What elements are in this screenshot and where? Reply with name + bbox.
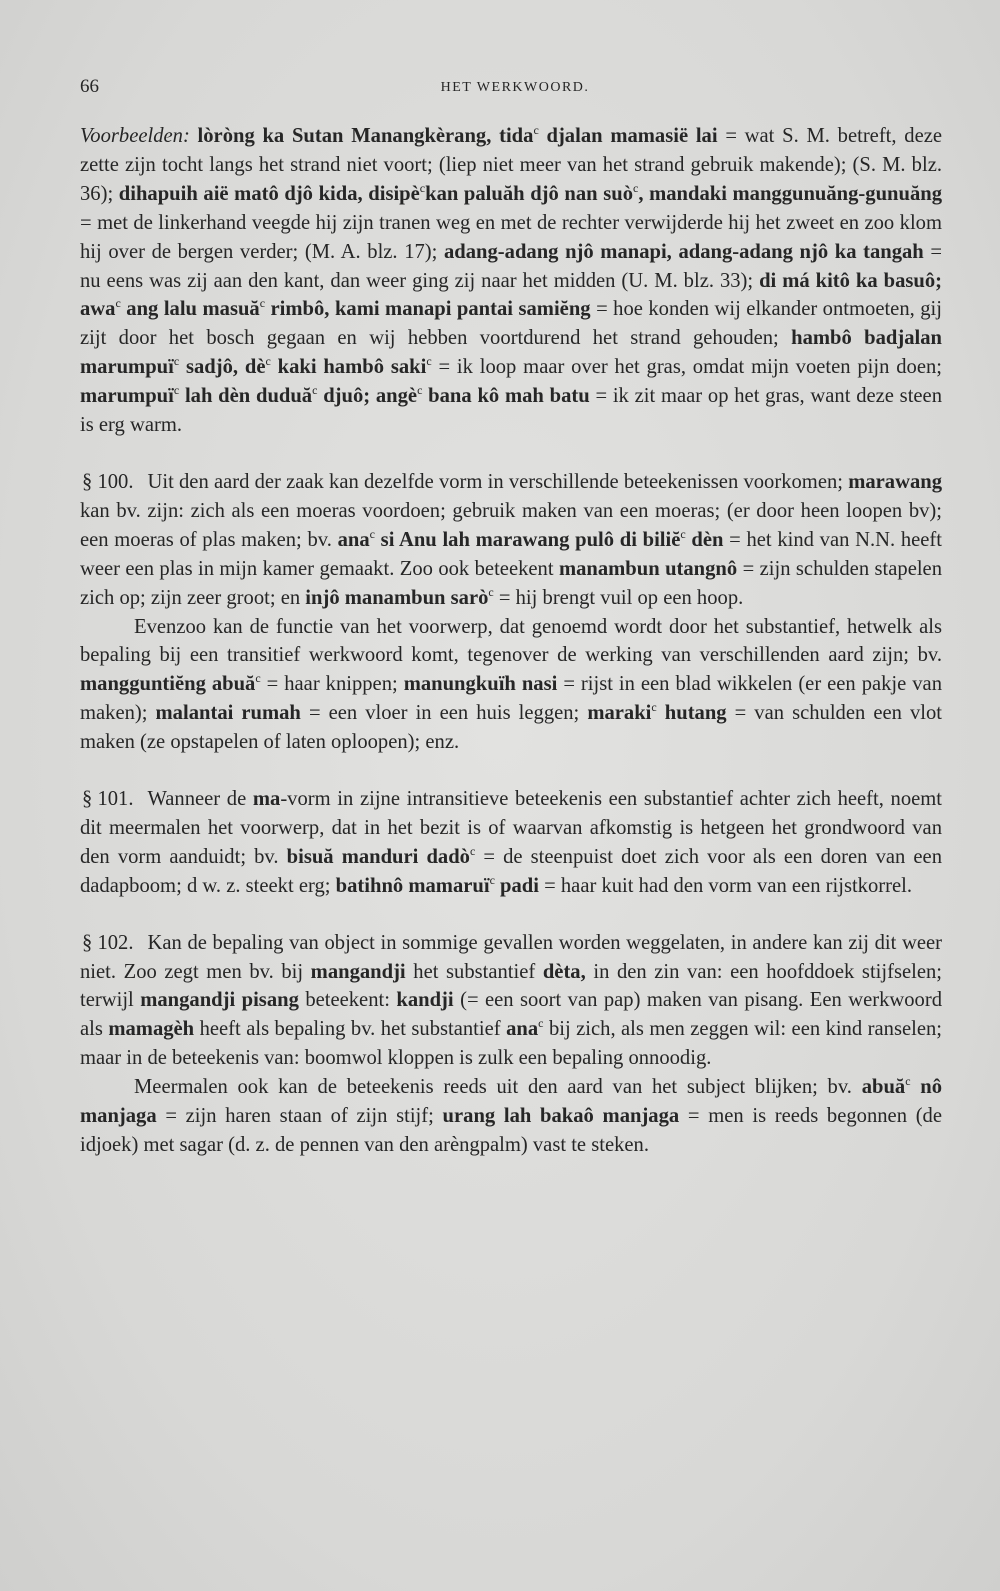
body-text: (= een soort van pap) maken van pisang. Een werkwoord als [80, 989, 942, 1041]
page-number: 66 [80, 76, 99, 97]
superscript-mark: c [312, 383, 318, 398]
body-text: beteekent: [298, 989, 397, 1012]
body-text: = men is reeds begonnen (de idjoek) met sagar (d. z. de pennen van den arèngpalm) vast te steken. [80, 1105, 942, 1156]
body-text: = haar kuit had den vorm van een rijstkorrel. [538, 874, 912, 897]
malay-term: malantai rumah [155, 702, 301, 725]
paragraph [80, 613, 942, 758]
malay-term: mamagèh [108, 1018, 195, 1041]
malay-term: abuă [861, 1076, 906, 1099]
body-text: = nu eens was zij aan den kant, dan weer ging zij naar het midden (U. M. blz. 33); [80, 240, 942, 292]
body-text: het substantief [405, 960, 543, 983]
malay-term: , mandaki manggunuăng-gunuăng [638, 182, 942, 205]
running-title: HET WERKWOORD. [440, 80, 590, 95]
malay-term: marumpuï [80, 385, 174, 408]
malay-term: ma [252, 788, 281, 811]
malay-term: ang lalu masuă [120, 298, 260, 321]
body-text: Uit den aard der zaak kan dezelfde vorm in verschillende beteekenissen voorkomen; [147, 470, 849, 493]
malay-term: lah dèn duduă [179, 385, 313, 408]
body-text: Wanneer de [147, 788, 253, 811]
paragraph [80, 122, 942, 440]
italic-label: Voorbeelden: [80, 125, 198, 147]
malay-term: mangguntiĕng abuă [80, 673, 256, 696]
page-header [80, 76, 942, 106]
superscript-mark: c [417, 383, 423, 398]
body-text: = ik zit maar op het gras, want deze steen is erg warm. [80, 385, 942, 437]
malay-term: di má kitô ka basuô; awa [80, 269, 942, 321]
body-text: = het kind van N.N. heeft weer een plas in mijn kamer gemaakt. Zoo ook beteekent [80, 528, 942, 580]
malay-term: djalan mamasië lai [538, 125, 718, 147]
body-text: = zijn schulden stapelen zich op; zijn zeer groot; en [80, 557, 942, 609]
malay-term: ana [337, 528, 370, 551]
body-text: = een vloer in een huis leggen; [300, 702, 588, 725]
malay-term: hutang [656, 702, 727, 725]
superscript-mark: c [533, 123, 539, 137]
superscript-mark: c [426, 354, 432, 369]
malay-term: rimbô, kami manapi pantai samiĕng [265, 298, 591, 321]
body-text: Kan de bepaling van object in sommige gevallen worden weggelaten, in andere kan zij dit weer niet. Zoo zegt men bv. bij [80, 931, 942, 983]
malay-term: maraki [587, 702, 652, 725]
superscript-mark: c [173, 354, 180, 369]
malay-term: ana [506, 1018, 539, 1041]
superscript-mark: c [680, 526, 686, 541]
malay-term: dihapuih aië matô djô kida, disipè [118, 182, 420, 205]
malay-term: kandji [396, 989, 454, 1012]
section-number: § 100. [82, 470, 134, 493]
malay-term: kaki hambô saki [270, 356, 427, 379]
paragraph [80, 1073, 942, 1160]
superscript-mark: c [173, 383, 180, 398]
page-body [80, 122, 942, 1160]
superscript-mark: c [369, 526, 375, 541]
malay-term: dèn [685, 528, 724, 551]
body-text: = haar knippen; [260, 673, 404, 696]
malay-term: kan paluăh djô nan suò [425, 182, 633, 205]
paragraph [80, 929, 942, 1074]
malay-term: si Anu lah marawang pulô di biliĕ [374, 528, 681, 551]
superscript-mark: c [651, 700, 657, 715]
paragraph [80, 785, 942, 901]
malay-term: lòròng ka Sutan Manangkèrang, tida [197, 125, 534, 147]
superscript-mark: c [905, 1074, 911, 1089]
malay-term: nô manjaga [80, 1076, 942, 1128]
malay-term: bana kô mah batu [422, 385, 590, 408]
body-text: = van schulden een vlot maken (ze opstapelen of laten oploopen); enz. [80, 702, 943, 754]
body-text: = hoe konden wij elkander ontmoeten, gij zijt door het bosch gegaan en wij hebben voortdurend het strand gehouden; [80, 298, 942, 350]
malay-term: manungkuïh nasi [403, 673, 558, 696]
malay-term: djuô; angè [317, 385, 418, 408]
malay-term: marawang [848, 470, 942, 493]
body-text: bij zich, als men zeggen wil: een kind ranselen; maar in de beteekenis van: boomwol kloppen is zulk een bepaling onnoodig. [80, 1018, 942, 1070]
body-text: = hij brengt vuil op een hoop. [493, 586, 744, 609]
malay-term: injô manambun sarò [305, 586, 489, 609]
superscript-mark: c [115, 296, 121, 311]
superscript-mark: c [469, 843, 476, 858]
body-text: = wat S. M. betreft, deze zette zijn tocht langs het strand niet voort; (liep niet meer van het strand gebruik makende); (S. M. blz. 36); [80, 125, 942, 205]
paragraph [80, 468, 942, 613]
malay-term: sadjô, dè [179, 356, 266, 379]
malay-term: mangandji pisang [140, 989, 299, 1012]
malay-term: hambô badjalan marumpuï [80, 327, 942, 379]
malay-term: manambun utangnô [558, 557, 738, 580]
superscript-mark: c [538, 1016, 544, 1031]
body-text: = de steenpuist doet zich voor als een doren van een dadapboom; d w. z. steekt erg; [80, 845, 942, 897]
section-number: § 101. [82, 788, 134, 811]
malay-term: urang lah bakaô manjaga [442, 1105, 680, 1128]
superscript-mark: c [255, 671, 261, 686]
body-text: in den zin van: een hoofddoek stijfselen; terwijl [80, 960, 943, 1012]
superscript-mark: c [489, 872, 495, 887]
body-text: kan bv. zijn: zich als een moeras voordoen; gebruik maken van een moeras; (er door heen loopen bv); een moeras of plas maken; bv. [80, 499, 942, 551]
malay-term: dèta, [542, 960, 586, 983]
superscript-mark: c [259, 296, 266, 311]
body-text: = zijn haren staan of zijn stijf; [156, 1105, 443, 1128]
section-number: § 102. [82, 931, 134, 954]
body-text: heeft als bepaling bv. het substantief [194, 1018, 507, 1041]
malay-term: batihnô mamaruï [335, 874, 490, 897]
malay-term: adang-adang njô manapi, adang-adang njô ka tangah [444, 240, 924, 263]
body-text: Evenzoo kan de functie van het voorwerp, dat genoemd wordt door het substantief, hetwelk als bepaling bij een transitief werkwoord komt, tegenover de werking van verschillenden aard zijn; bv. [80, 615, 942, 667]
body-text: Meermalen ook kan de beteekenis reeds uit den aard van het subject blijken; bv. [134, 1076, 862, 1099]
superscript-mark: c [419, 180, 426, 195]
body-text: = rijst in een blad wikkelen (er een pakje van maken); [80, 673, 942, 725]
body-text: -vorm in zijne intransitieve beteekenis een substantief achter zich heeft, noemt dit meermalen het voorwerp, dat in het bezit is of waarvan afkomstig is hetgeen het grondwoord van den vorm aanduidt; bv. [80, 788, 942, 868]
body-text: = ik loop maar over het gras, omdat mijn voeten pijn doen; [431, 356, 942, 379]
malay-term: mangandji [310, 960, 406, 983]
superscript-mark: c [633, 180, 639, 195]
superscript-mark: c [488, 584, 494, 599]
superscript-mark: c [265, 354, 271, 369]
malay-term: padi [494, 874, 539, 897]
body-text: = met de linkerhand veegde hij zijn tranen weg en met de rechter verwijderde hij het zweet en zoo klom hij over de bergen verder; (M. A. blz. 17); [80, 211, 942, 263]
malay-term: bisuă manduri dadò [286, 845, 470, 868]
